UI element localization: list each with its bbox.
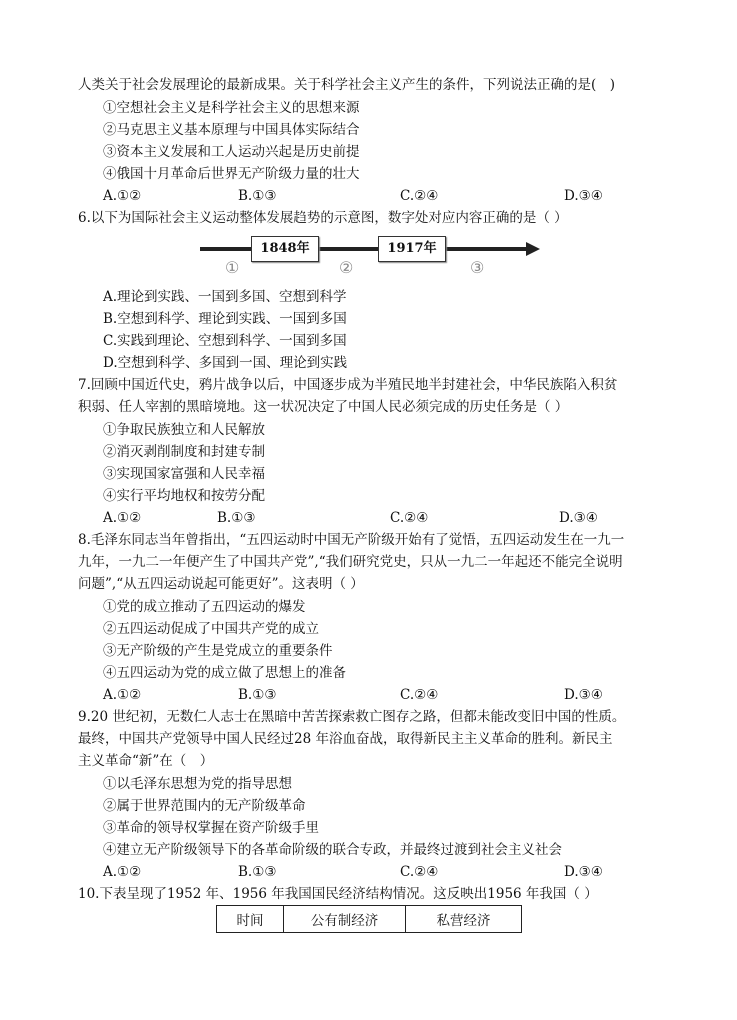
q8-option-3: ③无产阶级的产生是党成立的重要条件 — [103, 643, 333, 659]
timeline-marker-1: ① — [225, 258, 240, 277]
q8-stem-line-1: 8.毛泽东同志当年曾指出，“五四运动时中国无产阶级开始有了觉悟，五四运动发生在一九一 — [78, 532, 625, 548]
timeline-box-1848: 1848年 — [251, 236, 319, 262]
q7-option-3: ③实现国家富强和人民幸福 — [103, 466, 265, 482]
q7-option-2: ②消灭剥削制度和封建专制 — [103, 444, 265, 460]
q6-option-b: B.空想到科学、理论到实践、一国到多国 — [103, 311, 347, 327]
q9-stem-line-3: 主义革命“新”在（ ） — [78, 753, 214, 769]
q7-option-4: ④实行平均地权和按劳分配 — [103, 488, 265, 504]
q9-stem-line-1: 9.20 世纪初，无数仁人志士在黑暗中苦苦探索救亡图存之路，但都未能改变旧中国的性质。 — [78, 709, 626, 725]
q8-stem-line-3: 问题”,“从五四运动说起可能更好”。这表明（ ） — [78, 576, 364, 592]
q5-option-3: ③资本主义发展和工人运动兴起是历史前提 — [103, 144, 360, 160]
q6-option-c: C.实践到理论、空想到科学、一国到多国 — [103, 333, 347, 349]
q7-stem-line-2: 积弱、任人宰割的黑暗境地。这一状况决定了中国人民必须完成的历史任务是（ ） — [78, 399, 569, 415]
q7-option-1: ①争取民族独立和人民解放 — [103, 422, 265, 438]
timeline-arrow-shaft — [200, 247, 528, 251]
q8-stem-line-2: 九年，一九二一年便产生了中国共产党”,“我们研究党史，只从一九二一年起还不能完全说明 — [78, 554, 623, 570]
q5-stem: 人类关于社会发展理论的最新成果。关于科学社会主义产生的条件，下列说法正确的是( ) — [78, 77, 616, 93]
q10-stem: 10.下表呈现了1952 年、1956 年我国国民经济结构情况。这反映出1956 年我国（ ） — [78, 886, 598, 902]
q8-choice-c: C.②④ — [400, 687, 439, 703]
q9-option-2: ②属于世界范围内的无产阶级革命 — [103, 798, 306, 814]
timeline-box-1917: 1917年 — [378, 236, 446, 262]
q6-option-a: A.理论到实践、一国到多国、空想到科学 — [103, 289, 347, 305]
q5-option-2: ②马克思主义基本原理与中国具体实际结合 — [103, 122, 360, 138]
q7-stem-line-1: 7.回顾中国近代史，鸦片战争以后，中国逐步成为半殖民地半封建社会，中华民族陷入积贫 — [78, 377, 618, 393]
q5-option-1: ①空想社会主义是科学社会主义的思想来源 — [103, 100, 360, 116]
q7-choice-d: D.③④ — [559, 510, 598, 526]
q7-choice-c: C.②④ — [390, 510, 429, 526]
q9-option-1: ①以毛泽东思想为党的指导思想 — [103, 776, 292, 792]
q9-choice-c: C.②④ — [400, 864, 439, 880]
q8-option-4: ④五四运动为党的成立做了思想上的准备 — [103, 665, 346, 681]
q9-option-4: ④建立无产阶级领导下的各革命阶级的联合专政，并最终过渡到社会主义社会 — [103, 842, 562, 858]
q7-choice-b: B.①③ — [217, 510, 256, 526]
q8-option-1: ①党的成立推动了五四运动的爆发 — [103, 599, 306, 615]
q5-option-4: ④俄国十月革命后世界无产阶级力量的壮大 — [103, 166, 360, 182]
q8-choice-b: B.①③ — [238, 687, 277, 703]
q6-option-d: D.空想到科学、多国到一国、理论到实践 — [103, 355, 348, 371]
table-header-row — [217, 906, 522, 933]
q8-choice-d: D.③④ — [564, 687, 603, 703]
q5-choice-c: C.②④ — [400, 188, 439, 204]
table-header-time: 时间 — [217, 906, 284, 933]
q5-choice-a: A.①② — [103, 188, 142, 204]
q9-choice-a: A.①② — [103, 864, 142, 880]
q10-economy-table — [216, 905, 522, 933]
arrow-right-icon — [526, 242, 540, 256]
q5-choice-b: B.①③ — [238, 188, 277, 204]
q9-stem-line-2: 最终，中国共产党领导中国人民经过28 年浴血奋战，取得新民主主义革命的胜利。新民主 — [78, 731, 613, 747]
timeline-marker-3: ③ — [470, 258, 485, 277]
q8-choice-a: A.①② — [103, 687, 142, 703]
q9-option-3: ③革命的领导权掌握在资产阶级手里 — [103, 820, 319, 836]
table-header-private: 私营经济 — [406, 906, 522, 933]
q8-option-2: ②五四运动促成了中国共产党的成立 — [103, 621, 319, 637]
q5-choice-d: D.③④ — [564, 188, 603, 204]
q9-choice-d: D.③④ — [564, 864, 603, 880]
timeline-marker-2: ② — [339, 258, 354, 277]
q6-timeline-diagram — [200, 236, 545, 266]
q9-choice-b: B.①③ — [238, 864, 277, 880]
table-header-public: 公有制经济 — [284, 906, 406, 933]
q7-choice-a: A.①② — [103, 510, 142, 526]
q6-stem: 6.以下为国际社会主义运动整体发展趋势的示意图，数字处对应内容正确的是（ ） — [78, 210, 568, 226]
